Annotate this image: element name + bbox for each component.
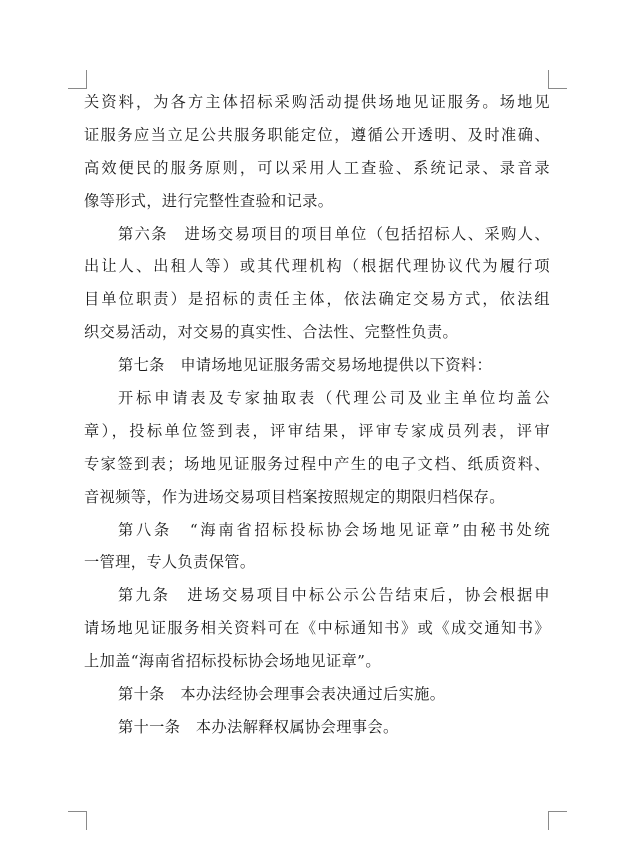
text-line: 像等形式，进行完整性查验和记录。	[84, 191, 334, 210]
text-line: 开标申请表及专家抽取表（代理公司及业主单位均盖公	[118, 389, 550, 408]
text-line: 请场地见证服务相关资料可在《中标通知书》或《成交通知书》	[84, 619, 550, 638]
article-11-line: 第十一条 本办法解释权属协会理事会。	[118, 717, 399, 736]
text-line: 织交易活动，对交易的真实性、合法性、完整性负责。	[84, 323, 459, 342]
text-line: 关资料，为各方主体招标采购活动提供场地见证服务。场地见	[84, 93, 550, 111]
article-6-line: 第六条 进场交易项目的项目单位（包括招标人、采购人、	[118, 224, 550, 243]
text-line: 章），投标单位签到表，评审结果，评审专家成员列表，评审	[84, 421, 550, 440]
text-line: 高效便民的服务原则，可以采用人工查验、系统记录、录音录	[84, 158, 550, 177]
article-9-line: 第九条 进场交易项目中标公示公告结束后，协会根据申	[118, 586, 550, 605]
crop-mark-bottom-left	[68, 811, 87, 830]
text-line: 上加盖“海南省招标投标协会场地见证章”。	[84, 652, 381, 671]
article-7-line: 第七条 申请场地见证服务需交易场地提供以下资料：	[118, 356, 493, 375]
text-line: 出让人、出租人等）或其代理机构（根据代理协议代为履行项	[84, 257, 550, 276]
crop-mark-top-right	[548, 70, 567, 89]
article-8-line: 第八条 “海南省招标投标协会场地见证章”由秘书处统	[118, 520, 550, 539]
text-line: 音视频等，作为进场交易项目档案按照规定的期限归档保存。	[84, 487, 505, 506]
text-line: 证服务应当立足公共服务职能定位，遵循公开透明、及时准确、	[84, 125, 550, 144]
crop-mark-bottom-right	[548, 811, 567, 830]
text-line: 一管理，专人负责保管。	[84, 553, 256, 572]
text-line: 专家签到表；场地见证服务过程中产生的电子文档、纸质资料、	[84, 454, 550, 473]
document-body	[84, 86, 550, 744]
text-line: 目单位职责）是招标的责任主体，依法确定交易方式，依法组	[84, 290, 550, 309]
article-10-line: 第十条 本办法经协会理事会表决通过后实施。	[118, 685, 446, 704]
